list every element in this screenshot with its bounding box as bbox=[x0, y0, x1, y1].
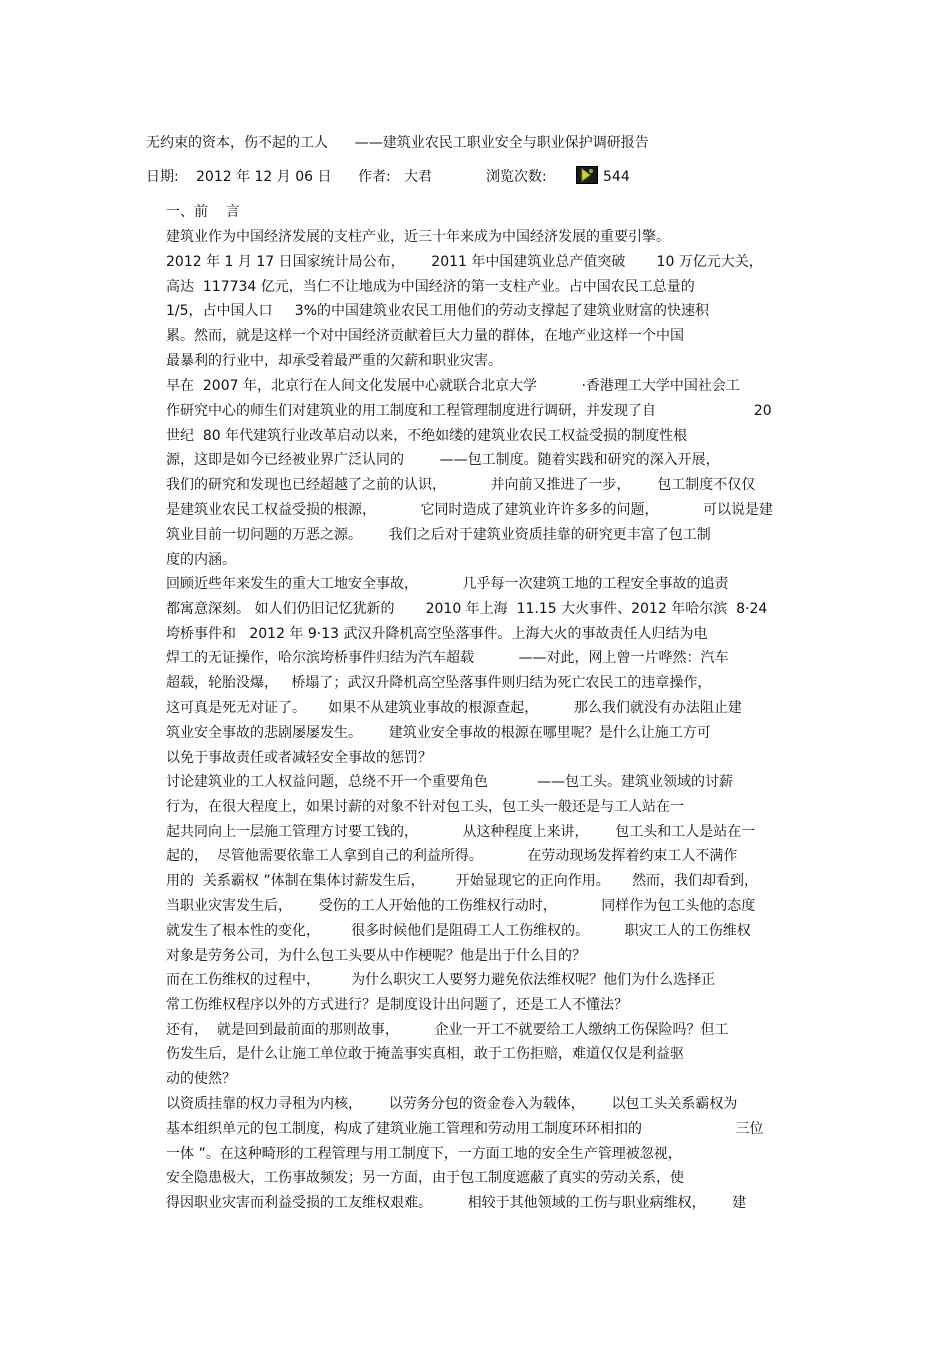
body-line: 行为，在很大程度上，如果讨薪的对象不针对包工头，包工头一般还是与工人站在一 bbox=[166, 799, 684, 815]
body-line: 累。然而，就是这样一个对中国经济贡献着巨大力量的群体，在地产业这样一个中国 bbox=[166, 328, 684, 344]
body-line: 建筑业作为中国经济发展的支柱产业，近三十年来成为中国经济发展的重要引擎。 bbox=[166, 229, 670, 245]
document-title: 无约束的资本，伤不起的工人 ——建筑业农民工职业安全与职业保护调研报告 bbox=[146, 135, 649, 151]
body-line: 一体 ”。在这种畸形的工程管理与用工制度下，一方面工地的安全生产管理被忽视， bbox=[166, 1146, 682, 1162]
body-line: 用的 关系霸权 ”体制在集体讨薪发生后， 开始显现它的正向作用。 然而，我们却看到， bbox=[166, 873, 759, 889]
body-line: 起的， 尽管他需要依靠工人拿到自己的利益所得。 在劳动现场发挥着约束工人不满作 bbox=[166, 848, 738, 864]
body-line: 都寓意深刻。 如人们仍旧记忆犹新的 2010 年上海 11.15 大火事件、2012 年哈尔滨 8·24 bbox=[166, 601, 768, 617]
body-line: 筑业目前一切问题的万恶之源。 我们之后对于建筑业资质挂靠的研究更丰富了包工制 bbox=[166, 527, 711, 543]
body-line: 动的使然？ bbox=[166, 1071, 236, 1087]
body-line: 是建筑业农民工权益受损的根源， 它同时造成了建筑业许许多多的问题， 可以说是建 bbox=[166, 502, 774, 518]
meta-author-value: 大君 bbox=[404, 169, 432, 185]
body-line: 筑业安全事故的悲剧屡屡发生。 建筑业安全事故的根源在哪里呢？是什么让施工方可 bbox=[166, 725, 711, 741]
body-line: 世纪 80 年代建筑行业改革启动以来，不绝如缕的建筑业农民工权益受损的制度性根 bbox=[166, 428, 688, 444]
body-line: 当职业灾害发生后， 受伤的工人开始他的工伤维权行动时， 同样作为包工头他的态度 bbox=[166, 898, 756, 914]
body-line: 高达 117734 亿元，当仁不让地成为中国经济的第一支柱产业。占中国农民工总量的 bbox=[166, 279, 695, 295]
body-line: 讨论建筑业的工人权益问题，总绕不开一个重要角色 ——包工头。建筑业领域的讨薪 bbox=[166, 774, 733, 790]
body-line: 最暴利的行业中，却承受着最严重的欠薪和职业灾害。 bbox=[166, 353, 502, 369]
body-line: 垮桥事件和 2012 年 9·13 武汉升降机高空坠落事件。上海大火的事故责任人归结为电 bbox=[166, 626, 708, 642]
views-counter-icon bbox=[576, 166, 598, 184]
body-line: 而在工伤维权的过程中， 为什么职灾工人要努力避免依法维权呢？他们为什么选择正 bbox=[166, 972, 716, 988]
body-line: 起共同向上一层施工管理方讨要工钱的， 从这种程度上来讲， 包工头和工人是站在一 bbox=[166, 824, 756, 840]
body-line: 焊工的无证操作，哈尔滨垮桥事件归结为汽车超载 ——对此，网上曾一片哗然：汽车 bbox=[166, 650, 729, 666]
body-line: 度的内涵。 bbox=[166, 552, 236, 568]
body-line: 安全隐患极大，工伤事故频发；另一方面，由于包工制度遮蔽了真实的劳动关系，使 bbox=[166, 1170, 684, 1186]
body-line: 常工伤维权程序以外的方式进行？是制度设计出问题了，还是工人不懂法？ bbox=[166, 997, 628, 1013]
body-line: 回顾近些年来发生的重大工地安全事故， 几乎每一次建筑工地的工程安全事故的追责 bbox=[166, 576, 729, 592]
meta-views-label: 浏览次数: bbox=[486, 169, 547, 185]
meta-author-label: 作者: bbox=[358, 169, 391, 185]
body-line: 基本组织单元的包工制度，构成了建筑业施工管理和劳动用工制度环环相扣的 三位 bbox=[166, 1121, 764, 1137]
body-line: 我们的研究和发现也已经超越了之前的认识， 并向前又推进了一步， 包工制度不仅仅 bbox=[166, 477, 756, 493]
section-heading: 一、前 言 bbox=[166, 204, 240, 220]
body-line: 1/5，占中国人口 3%的中国建筑业农民工用他们的劳动支撑起了建筑业财富的快速积 bbox=[166, 303, 709, 319]
meta-date-label: 日期: bbox=[146, 169, 179, 185]
body-line: 就发生了根本性的变化， 很多时候他们是阻碍工人工伤维权的。 职灾工人的工伤维权 bbox=[166, 923, 751, 939]
body-line: 早在 2007 年，北京行在人间文化发展中心就联合北京大学 ·香港理工大学中国社会工 bbox=[166, 378, 740, 394]
body-line: 2012 年 1 月 17 日国家统计局公布， 2011 年中国建筑业总产值突破 10 万亿元大关， bbox=[166, 254, 763, 270]
body-line: 以资质挂靠的权力寻租为内核， 以劳务分包的资金卷入为载体， 以包工头关系霸权为 bbox=[166, 1096, 738, 1112]
meta-date-value: 2012 年 12 月 06 日 bbox=[196, 169, 332, 185]
meta-views-value: 544 bbox=[603, 169, 630, 185]
body-line: 伤发生后，是什么让施工单位敢于掩盖事实真相，敢于工伤拒赔，难道仅仅是利益驱 bbox=[166, 1046, 684, 1062]
body-line: 还有， 就是回到最前面的那则故事， 企业一开工不就要给工人缴纳工伤保险吗？但工 bbox=[166, 1022, 729, 1038]
body-line: 以免于事故责任或者减轻安全事故的惩罚？ bbox=[166, 750, 432, 766]
body-line: 源，这即是如今已经被业界广泛认同的 ——包工制度。随着实践和研究的深入开展， bbox=[166, 452, 720, 468]
body-line: 作研究中心的师生们对建筑业的用工制度和工程管理制度进行调研，并发现了自 20 bbox=[166, 403, 772, 419]
body-line: 这可真是死无对证了。 如果不从建筑业事故的根源查起， 那么我们就没有办法阻止建 bbox=[166, 700, 742, 716]
body-line: 对象是劳务公司，为什么包工头要从中作梗呢？他是出于什么目的？ bbox=[166, 948, 586, 964]
body-line: 得因职业灾害而利益受损的工友维权艰难。 相较于其他领域的工伤与职业病维权， 建 bbox=[166, 1195, 747, 1211]
body-line: 超载，轮胎没爆， 桥塌了；武汉升降机高空坠落事件则归结为死亡农民工的违章操作， bbox=[166, 675, 712, 691]
